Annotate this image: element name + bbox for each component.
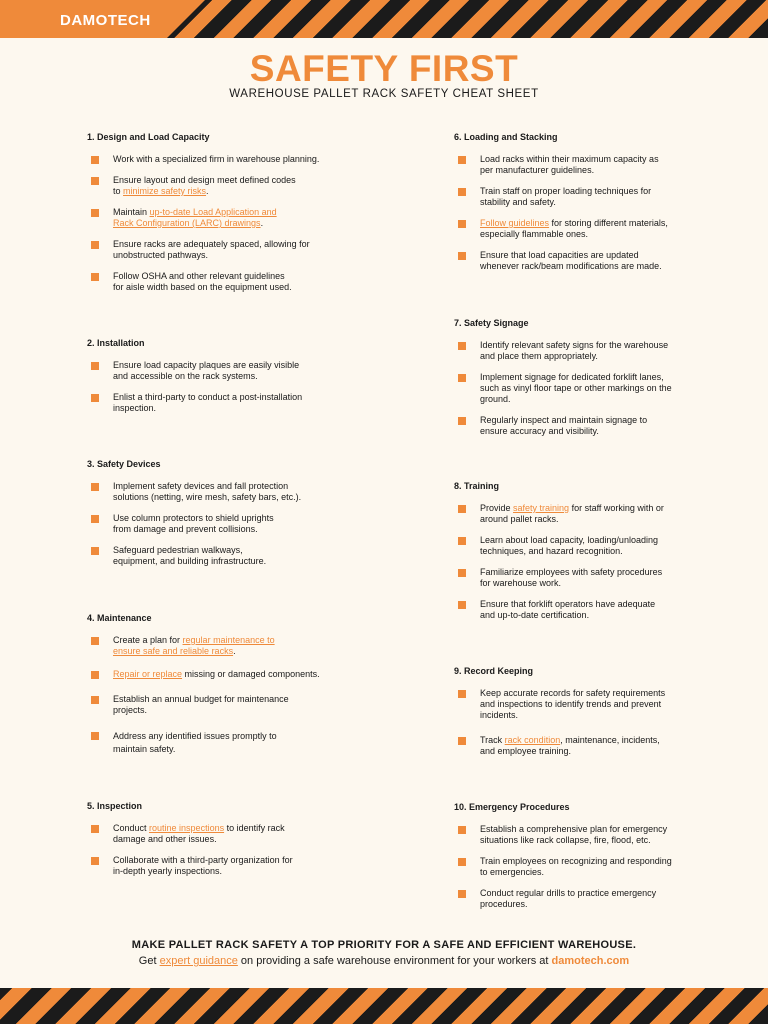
item-text: unobstructed pathways. bbox=[113, 250, 209, 260]
square-bullet-icon bbox=[91, 483, 99, 491]
rack-condition-link[interactable]: rack condition bbox=[504, 735, 561, 745]
list-item bbox=[87, 855, 357, 877]
square-bullet-icon bbox=[458, 537, 466, 545]
section-safety-devices bbox=[87, 459, 357, 567]
list-item bbox=[454, 535, 724, 557]
item-text: . bbox=[260, 218, 264, 228]
item-text: Learn about load capacity, loading/unloading bbox=[480, 535, 658, 545]
square-bullet-icon bbox=[458, 252, 466, 260]
section-title: 8. Training bbox=[454, 481, 500, 491]
square-bullet-icon bbox=[458, 737, 466, 745]
item-text: to emergencies. bbox=[480, 867, 545, 877]
item-text: and place them appropriately. bbox=[480, 351, 598, 361]
item-text: Load racks within their maximum capacity as bbox=[480, 154, 659, 164]
list-item bbox=[87, 635, 357, 657]
item-text: Create a plan for bbox=[113, 635, 183, 645]
list-item bbox=[87, 239, 357, 261]
section-title: 3. Safety Devices bbox=[87, 459, 161, 469]
list-item bbox=[87, 481, 357, 503]
item-text: in-depth yearly inspections. bbox=[113, 866, 223, 876]
regular-maintenance-link[interactable]: ensure safe and reliable racks bbox=[113, 646, 234, 656]
larc-drawings-link[interactable]: Rack Configuration (LARC) drawings bbox=[113, 218, 261, 228]
section-record-keeping bbox=[454, 666, 724, 757]
section-title: 7. Safety Signage bbox=[454, 318, 529, 328]
item-text: Provide bbox=[480, 503, 514, 513]
list-item bbox=[454, 856, 724, 878]
footer-text: Get bbox=[138, 955, 160, 967]
section-emergency-procedures bbox=[454, 802, 724, 910]
item-text: such as vinyl floor tape or other markings on the bbox=[480, 383, 672, 393]
list-item bbox=[87, 207, 357, 229]
square-bullet-icon bbox=[458, 505, 466, 513]
list-item bbox=[87, 392, 357, 414]
damotech-site-link[interactable]: damotech.com bbox=[551, 955, 630, 967]
list-item bbox=[454, 186, 724, 208]
square-bullet-icon bbox=[91, 857, 99, 865]
item-text: Address any identified issues promptly to bbox=[113, 731, 277, 741]
item-text: whenever rack/beam modifications are made. bbox=[480, 261, 662, 271]
item-text: Identify relevant safety signs for the warehouse bbox=[480, 340, 669, 350]
section-title: 6. Loading and Stacking bbox=[454, 132, 558, 142]
item-text: Ensure that forklift operators have adequate bbox=[480, 599, 656, 609]
item-text: inspection. bbox=[113, 403, 157, 413]
footer-cta bbox=[0, 955, 768, 967]
item-text: and employee training. bbox=[480, 746, 572, 756]
section-training bbox=[454, 481, 724, 621]
item-text: from damage and prevent collisions. bbox=[113, 524, 258, 534]
list-item bbox=[454, 824, 724, 846]
square-bullet-icon bbox=[458, 601, 466, 609]
section-title: 4. Maintenance bbox=[87, 613, 152, 623]
item-text: and up-to-date certification. bbox=[480, 610, 590, 620]
item-text: for warehouse work. bbox=[480, 578, 562, 588]
list-item bbox=[454, 250, 724, 272]
list-item bbox=[454, 340, 724, 362]
item-text: projects. bbox=[113, 705, 148, 715]
square-bullet-icon bbox=[91, 696, 99, 704]
item-text: per manufacturer guidelines. bbox=[480, 165, 595, 175]
footer-headline: MAKE PALLET RACK SAFETY A TOP PRIORITY FOR A SAFE AND EFFICIENT WAREHOUSE. bbox=[131, 939, 637, 951]
item-text: stability and safety. bbox=[480, 197, 556, 207]
square-bullet-icon bbox=[458, 342, 466, 350]
item-text: Establish a comprehensive plan for emergency bbox=[480, 824, 668, 834]
repair-or-replace-link[interactable]: Repair or replace bbox=[113, 669, 183, 679]
item-text: maintain safety. bbox=[113, 744, 176, 754]
list-item bbox=[87, 730, 357, 756]
safety-training-link[interactable]: safety training bbox=[513, 503, 570, 513]
square-bullet-icon bbox=[91, 547, 99, 555]
section-title: 5. Inspection bbox=[87, 801, 143, 811]
section-title: 9. Record Keeping bbox=[454, 666, 534, 676]
item-text: Conduct regular drills to practice emergency bbox=[480, 888, 657, 898]
section-inspection bbox=[87, 801, 357, 877]
item-text: . bbox=[233, 646, 236, 656]
square-bullet-icon bbox=[458, 826, 466, 834]
follow-guidelines-link[interactable]: Follow guidelines bbox=[480, 218, 550, 228]
square-bullet-icon bbox=[91, 273, 99, 281]
section-maintenance bbox=[87, 613, 357, 756]
list-item bbox=[87, 360, 357, 382]
list-item bbox=[454, 599, 724, 621]
list-item bbox=[87, 694, 357, 716]
item-text: to identify rack bbox=[224, 823, 285, 833]
list-item bbox=[454, 888, 724, 910]
item-text: Train employees on recognizing and responding bbox=[480, 856, 672, 866]
item-text: Conduct bbox=[113, 823, 150, 833]
list-item bbox=[454, 567, 724, 589]
item-text: damage and other issues. bbox=[113, 834, 217, 844]
item-text: Use column protectors to shield uprights bbox=[113, 513, 274, 523]
item-text: to bbox=[113, 186, 124, 196]
item-text: , maintenance, incidents, bbox=[560, 735, 660, 745]
square-bullet-icon bbox=[91, 515, 99, 523]
item-text: ground. bbox=[480, 394, 511, 404]
item-text: for staff working with or bbox=[569, 503, 664, 513]
item-text: Ensure that load capacities are updated bbox=[480, 250, 639, 260]
item-text: Enlist a third-party to conduct a post-installation bbox=[113, 392, 303, 402]
item-text: Train staff on proper loading techniques for bbox=[480, 186, 652, 196]
square-bullet-icon bbox=[91, 732, 99, 740]
section-loading-stacking bbox=[454, 132, 724, 272]
item-text: Familiarize employees with safety procedures bbox=[480, 567, 663, 577]
item-text: Ensure racks are adequately spaced, allowing for bbox=[113, 239, 310, 249]
section-title: 2. Installation bbox=[87, 338, 145, 348]
square-bullet-icon bbox=[458, 858, 466, 866]
square-bullet-icon bbox=[458, 569, 466, 577]
item-text: Track bbox=[480, 735, 505, 745]
square-bullet-icon bbox=[91, 241, 99, 249]
item-text: for storing different materials, bbox=[549, 218, 668, 228]
item-text: Implement signage for dedicated forklift lanes, bbox=[480, 372, 664, 382]
section-design-load-capacity bbox=[87, 132, 357, 293]
item-text: Regularly inspect and maintain signage to bbox=[480, 415, 648, 425]
square-bullet-icon bbox=[91, 671, 99, 679]
item-text: especially flammable ones. bbox=[480, 229, 589, 239]
list-item bbox=[454, 372, 724, 405]
item-text: situations like rack collapse, fire, flood, etc. bbox=[480, 835, 651, 845]
list-item bbox=[454, 688, 724, 721]
item-text: Keep accurate records for safety requirements bbox=[480, 688, 666, 698]
list-item bbox=[454, 735, 724, 757]
regular-maintenance-link[interactable]: regular maintenance to bbox=[182, 635, 275, 645]
item-text: equipment, and building infrastructure. bbox=[113, 556, 267, 566]
list-item bbox=[454, 415, 724, 437]
list-item bbox=[87, 175, 357, 197]
square-bullet-icon bbox=[458, 188, 466, 196]
list-item bbox=[454, 154, 724, 176]
item-text: Establish an annual budget for maintenance bbox=[113, 694, 289, 704]
item-text: . bbox=[206, 186, 209, 196]
footer-text: on providing a safe warehouse environment for your workers at bbox=[237, 955, 552, 967]
section-safety-signage bbox=[454, 318, 724, 437]
list-item bbox=[454, 503, 724, 525]
section-title: 10. Emergency Procedures bbox=[454, 802, 570, 812]
item-text: solutions (netting, wire mesh, safety bars, etc.). bbox=[113, 492, 302, 502]
item-text: procedures. bbox=[480, 899, 528, 909]
square-bullet-icon bbox=[91, 209, 99, 217]
larc-drawings-link[interactable]: up-to-date Load Application and bbox=[149, 207, 277, 217]
item-text: Work with a specialized firm in warehouse planning. bbox=[113, 154, 320, 164]
square-bullet-icon bbox=[91, 362, 99, 370]
square-bullet-icon bbox=[458, 156, 466, 164]
item-text: ensure accuracy and visibility. bbox=[480, 426, 599, 436]
section-title: 1. Design and Load Capacity bbox=[87, 132, 210, 142]
item-text: for aisle width based on the equipment used. bbox=[113, 282, 292, 292]
item-text: and inspections to identify trends and prevent bbox=[480, 699, 662, 709]
list-item bbox=[87, 513, 357, 535]
item-text: Implement safety devices and fall protection bbox=[113, 481, 289, 491]
page-title: SAFETY FIRST bbox=[249, 48, 519, 89]
item-text: Follow OSHA and other relevant guidelines bbox=[113, 271, 285, 281]
list-item bbox=[87, 669, 357, 680]
section-installation bbox=[87, 338, 357, 414]
square-bullet-icon bbox=[458, 690, 466, 698]
square-bullet-icon bbox=[458, 374, 466, 382]
square-bullet-icon bbox=[91, 637, 99, 645]
square-bullet-icon bbox=[458, 417, 466, 425]
list-item bbox=[87, 271, 357, 293]
list-item bbox=[454, 218, 724, 240]
list-item bbox=[87, 545, 357, 567]
expert-guidance-link[interactable]: expert guidance bbox=[159, 955, 238, 967]
square-bullet-icon bbox=[91, 394, 99, 402]
square-bullet-icon bbox=[458, 890, 466, 898]
item-text: Safeguard pedestrian walkways, bbox=[113, 545, 243, 555]
list-item bbox=[87, 154, 357, 165]
list-item bbox=[87, 823, 357, 845]
item-text: Maintain bbox=[113, 207, 150, 217]
square-bullet-icon bbox=[91, 156, 99, 164]
item-text: incidents. bbox=[480, 710, 519, 720]
brand-logo[interactable]: DAMOTECH bbox=[60, 12, 151, 29]
square-bullet-icon bbox=[91, 825, 99, 833]
item-text: missing or damaged components. bbox=[182, 669, 320, 679]
item-text: Ensure layout and design meet defined codes bbox=[113, 175, 296, 185]
square-bullet-icon bbox=[91, 177, 99, 185]
routine-inspections-link[interactable]: routine inspections bbox=[149, 823, 225, 833]
item-text: around pallet racks. bbox=[480, 514, 559, 524]
item-text: and accessible on the rack systems. bbox=[113, 371, 258, 381]
bottom-hazard-stripe bbox=[0, 988, 768, 1024]
item-text: Ensure load capacity plaques are easily visible bbox=[113, 360, 300, 370]
square-bullet-icon bbox=[458, 220, 466, 228]
page-subtitle: WAREHOUSE PALLET RACK SAFETY CHEAT SHEET bbox=[229, 88, 539, 100]
minimize-safety-risks-link[interactable]: minimize safety risks bbox=[123, 186, 207, 196]
item-text: techniques, and hazard recognition. bbox=[480, 546, 623, 556]
item-text: Collaborate with a third-party organization for bbox=[113, 855, 293, 865]
